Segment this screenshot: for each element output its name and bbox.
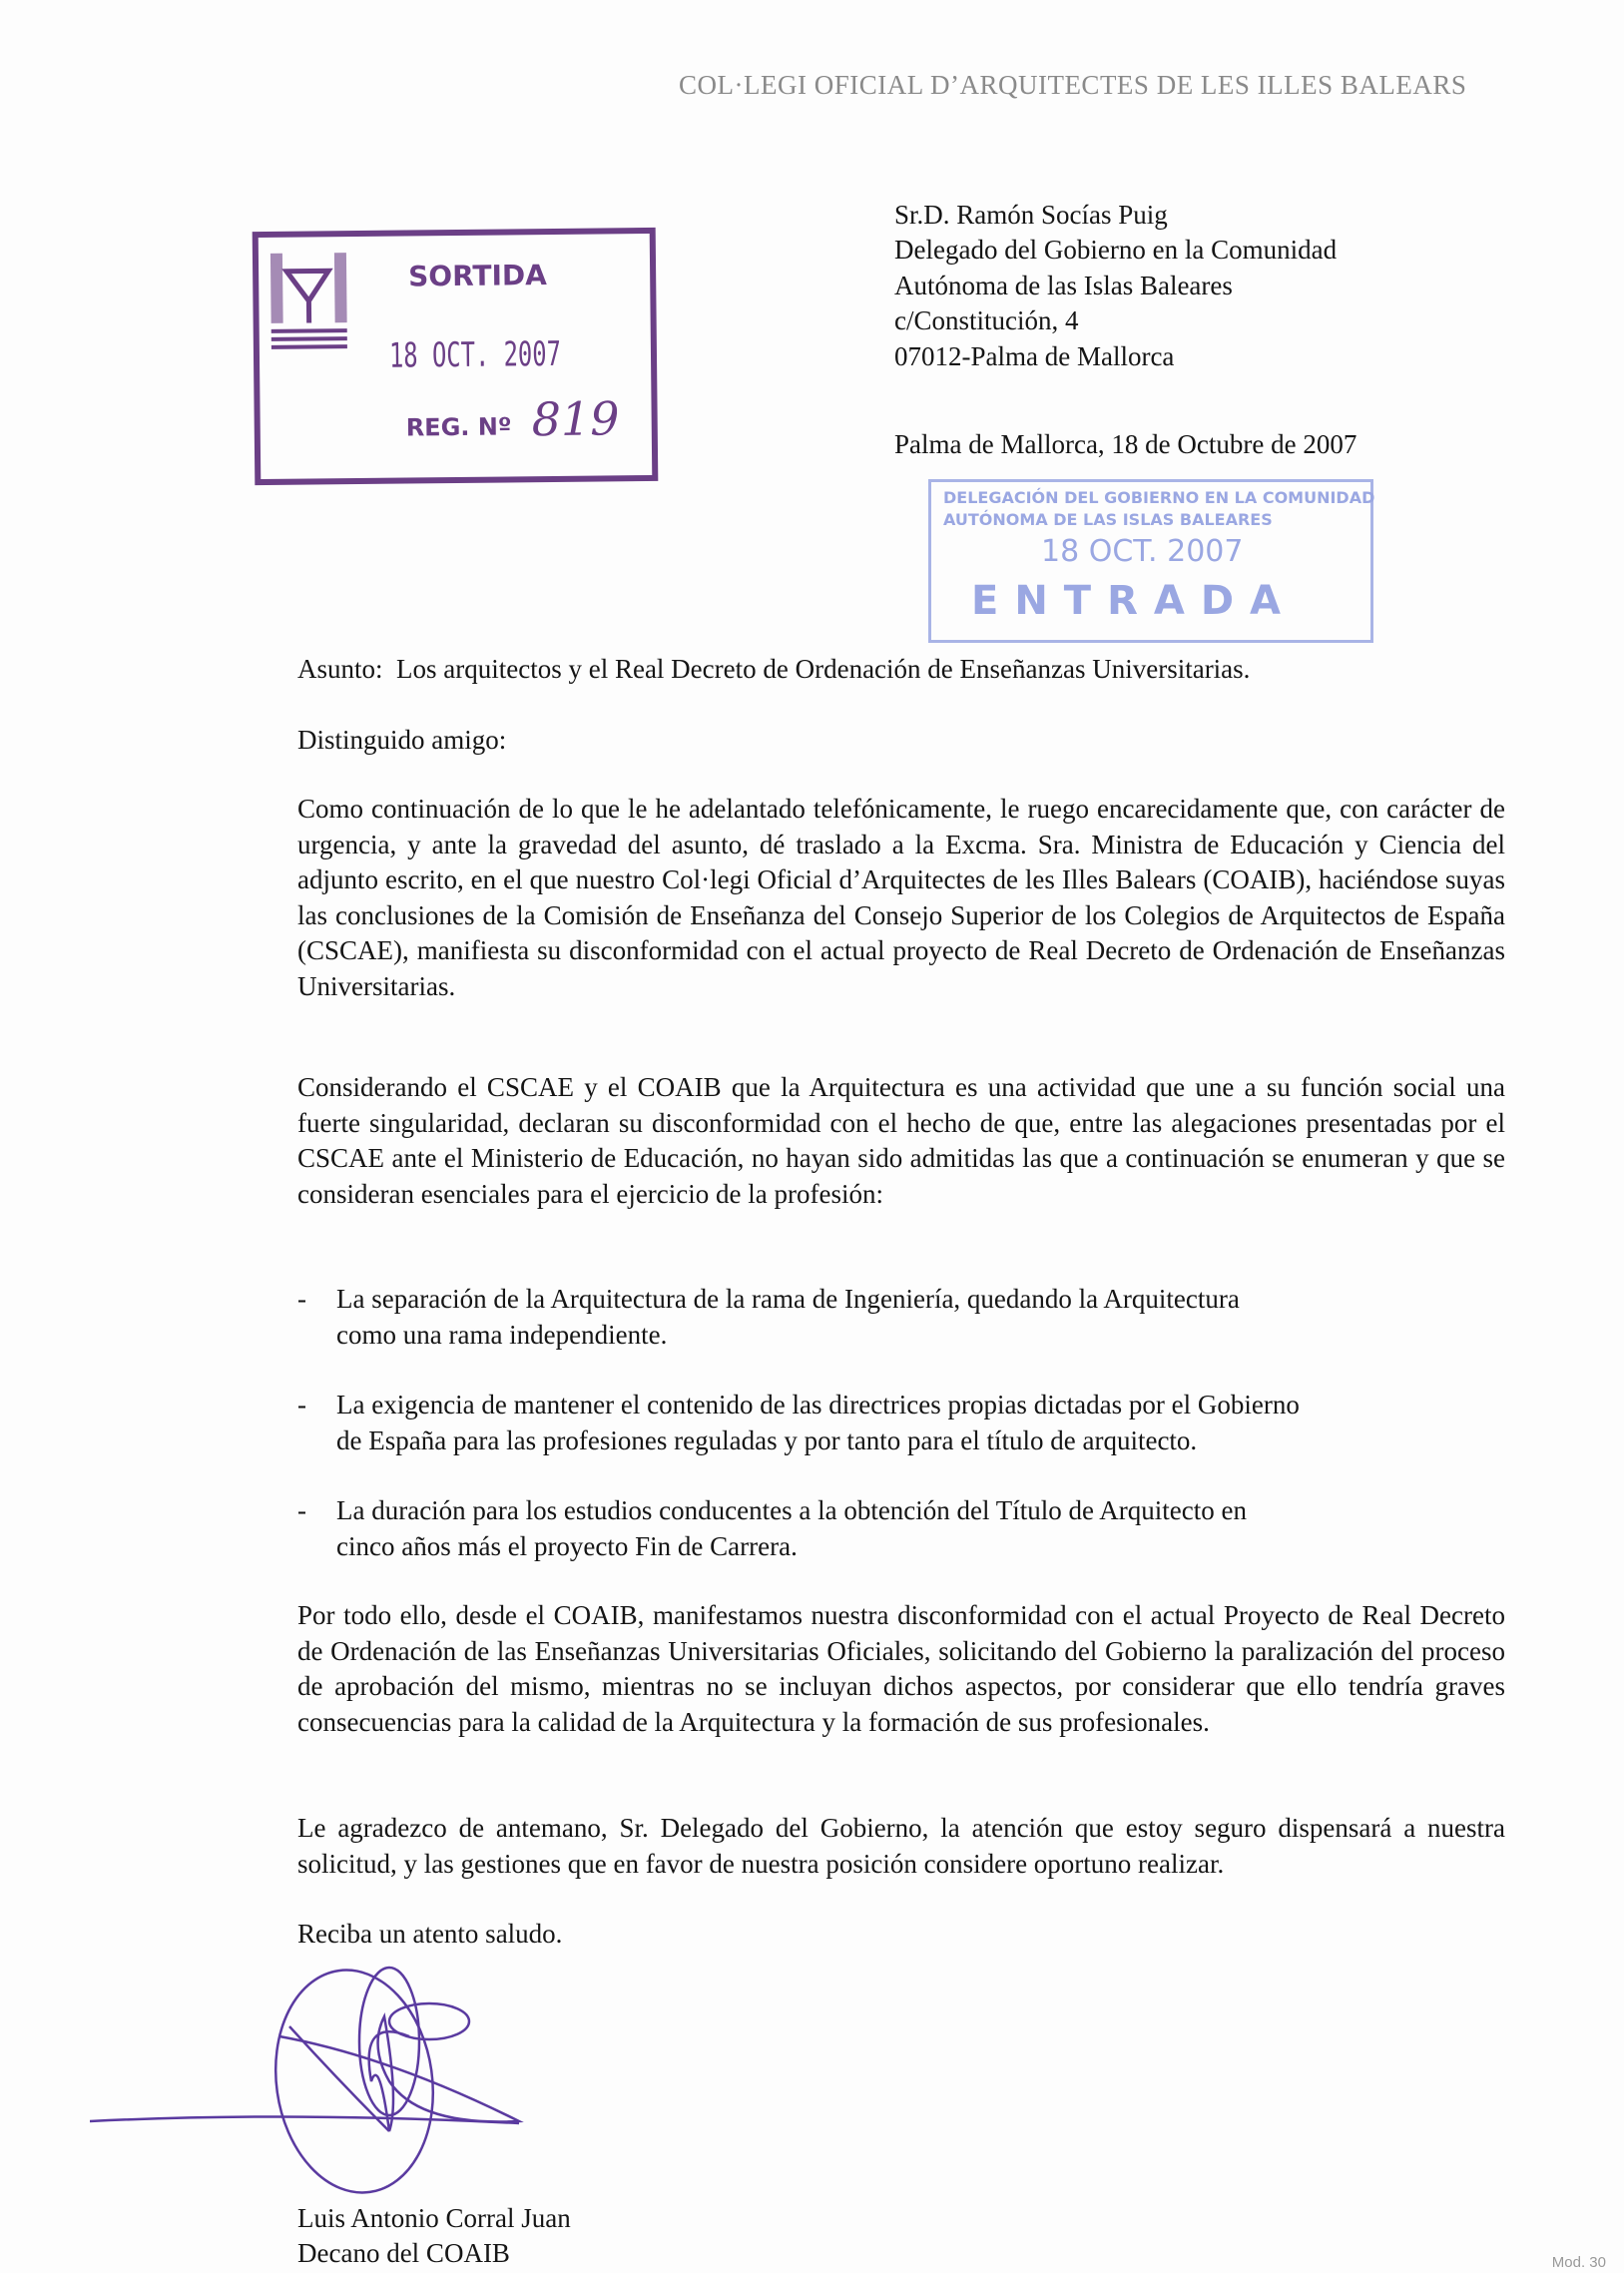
list-item: - La duración para los estudios conducentes a la obtención del Título de Arquitecto en cinco años más el proyecto Fin de Carrera. (297, 1495, 1247, 1561)
stamp-reg-number: 819 (531, 391, 620, 447)
closing: Reciba un atento saludo. (297, 1919, 563, 1949)
paragraph: Considerando el CSCAE y el COAIB que la Arquitectura es una actividad que une a su función social una fuerte singularidad, declaran su disconformidad con el hecho de que, entre las alegaciones presentadas por el CSCAE ante el Ministerio de Educación, no hayan sido admitidas las que a continuación se enumeran y que se consideran esenciales para el ejercicio de la profesión: (297, 1072, 1505, 1209)
recipient-address (894, 198, 1337, 374)
list-item: - La separación de la Arquitectura de la rama de Ingeniería, quedando la Arquitectura como una rama independiente. (297, 1284, 1240, 1350)
address-line: Autónoma de las Islas Baleares (894, 270, 1233, 300)
stamp-title: SORTIDA (407, 259, 548, 293)
stamp-title: ENTRADA (971, 578, 1298, 624)
signature (90, 1962, 549, 2201)
stamp-line2: AUTÓNOMA DE LAS ISLAS BALEARES (943, 510, 1273, 529)
exit-stamp (253, 228, 659, 485)
paragraph: Como continuación de lo que le he adelantado telefónicamente, le ruego encarecidamente que, con carácter de urgencia, y ante la gravedad del asunto, dé traslado a la Excma. Sra. Ministra de Educación y Ciencia del adjunto escrito, en el que nuestro Col·legi Oficial d’Arquitectes de les Illes Balears (COAIB), haciéndose suyas las conclusiones de la Comisión de Enseñanza del Consejo Superior de los Colegios de Arquitectos de España (CSCAE), manifiesta su disconformidad con el actual proyecto de Real Decreto de Ordenación de Enseñanzas Universitarias. (297, 794, 1505, 1001)
paragraph: Le agradezco de antemano, Sr. Delegado del Gobierno, la atención que estoy seguro dispensará a nuestra solicitud, y las gestiones que en favor de nuestra posición considere oportuno realizar. (297, 1813, 1505, 1879)
signer-name: Luis Antonio Corral Juan (297, 2203, 571, 2233)
address-line: Sr.D. Ramón Socías Puig (894, 200, 1168, 230)
date-line: Palma de Mallorca, 18 de Octubre de 2007 (894, 429, 1357, 459)
stamp-date: 18 OCT. 2007 (388, 333, 562, 376)
stamp-line1: DELEGACIÓN DEL GOBIERNO EN LA COMUNIDAD (943, 488, 1375, 507)
entry-stamp (928, 479, 1373, 643)
form-code: Mod. 30 (1551, 2254, 1606, 2271)
address-line: Delegado del Gobierno en la Comunidad (894, 235, 1338, 266)
list-item: - La exigencia de mantener el contenido de las directrices propias dictadas por el Gobierno de España para las profesiones reguladas y por tanto para el título de arquitecto. (297, 1390, 1300, 1455)
stamp-date: 18 OCT. 2007 (1041, 534, 1244, 569)
paragraph: Por todo ello, desde el COAIB, manifestamos nuestra disconformidad con el actual Proyecto de Real Decreto de Ordenación de las Enseñanzas Universitarias Oficiales, solicitando del Gobierno la paralización del proceso de aprobación del mismo, mientras no se incluyan dichos aspectos, por considerar que ello tendría graves consecuencias para la calidad de la Arquitectura y la formación de sus profesionales. (297, 1600, 1505, 1737)
stamp-reg-label: REG. Nº (405, 412, 512, 442)
salutation: Distinguido amigo: (297, 725, 507, 755)
subject: Asunto: Los arquitectos y el Real Decreto de Ordenación de Enseñanzas Universitarias. (297, 654, 1251, 684)
coaib-logo-icon (269, 251, 351, 361)
address-line: 07012-Palma de Mallorca (894, 340, 1175, 371)
signer-title: Decano del COAIB (297, 2238, 510, 2268)
letterhead: COL·LEGI OFICIAL D’ARQUITECTES DE LES ILLES BALEARS (679, 70, 1467, 100)
address-line: c/Constitución, 4 (894, 305, 1079, 336)
